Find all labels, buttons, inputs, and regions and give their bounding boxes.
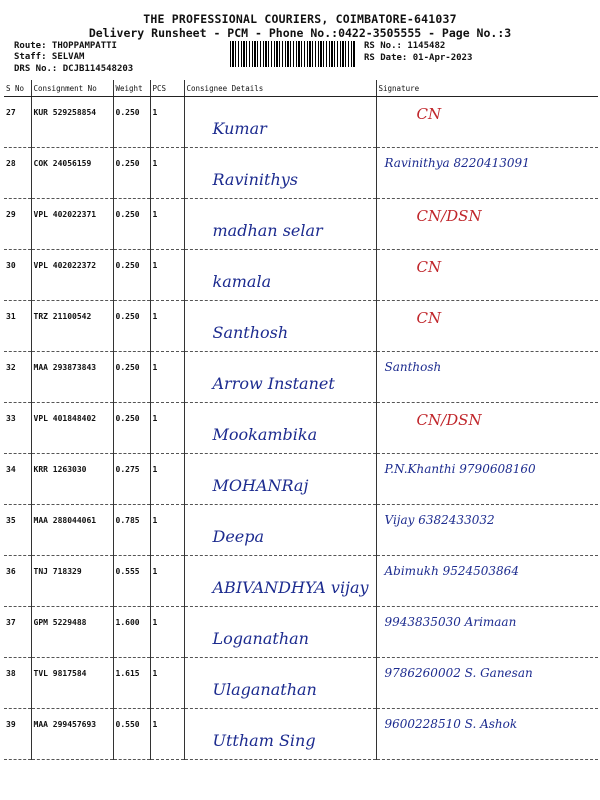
- signature-text: CN: [416, 258, 442, 276]
- row-consignment: MAA 288044061: [31, 505, 113, 556]
- row-weight: 0.250: [113, 148, 150, 199]
- row-weight: 1.600: [113, 607, 150, 658]
- row-pcs: 1: [150, 250, 184, 301]
- consignee-name: MOHANRaj: [212, 476, 309, 495]
- signature-cell: [376, 250, 598, 301]
- row-consignment: COK 24056159: [31, 148, 113, 199]
- row-pcs: 1: [150, 556, 184, 607]
- consignee-cell: [184, 658, 376, 709]
- signature-cell: [376, 148, 598, 199]
- row-sno: 29: [4, 199, 31, 250]
- table-row: [4, 709, 598, 760]
- row-consignment: KRR 1263030: [31, 454, 113, 505]
- signature-text: CN: [416, 309, 442, 327]
- row-consignment: MAA 299457693: [31, 709, 113, 760]
- row-consignment: VPL 401848402: [31, 403, 113, 454]
- consignee-cell: [184, 709, 376, 760]
- consignee-name: Kumar: [212, 119, 267, 138]
- consignee-cell: [184, 403, 376, 454]
- table-row: [4, 403, 598, 454]
- row-weight: 0.550: [113, 709, 150, 760]
- signature-text: Ravinithya 8220413091: [384, 156, 530, 170]
- signature-cell: [376, 454, 598, 505]
- rs-number: RS No.: 1145482: [364, 41, 446, 51]
- row-consignment: MAA 293873843: [31, 352, 113, 403]
- consignee-name: madhan selar: [212, 221, 323, 240]
- row-consignment: GPM 5229488: [31, 607, 113, 658]
- row-pcs: 1: [150, 454, 184, 505]
- table-row: [4, 556, 598, 607]
- table-row: [4, 97, 598, 148]
- table-row: [4, 250, 598, 301]
- signature-text: 9943835030 Arimaan: [384, 615, 517, 629]
- row-sno: 30: [4, 250, 31, 301]
- signature-cell: [376, 709, 598, 760]
- signature-cell: [376, 403, 598, 454]
- consignee-name: Mookambika: [212, 425, 318, 444]
- col-consignment: Consignment No: [31, 80, 113, 97]
- row-sno: 33: [4, 403, 31, 454]
- col-signature: Signature: [376, 80, 598, 97]
- signature-text: Santhosh: [384, 360, 442, 374]
- row-pcs: 1: [150, 658, 184, 709]
- signature-text: CN/DSN: [416, 411, 482, 429]
- consignee-cell: [184, 454, 376, 505]
- signature-text: 9786260002 S. Ganesan: [384, 666, 533, 680]
- consignee-name: kamala: [212, 272, 272, 291]
- staff-label: Staff: SELVAM: [14, 52, 85, 62]
- col-weight: Weight: [113, 80, 150, 97]
- row-consignment: VPL 402022372: [31, 250, 113, 301]
- table-header-row: [4, 80, 598, 97]
- drs-number: DRS No.: DCJB114548203: [14, 64, 134, 74]
- signature-cell: [376, 352, 598, 403]
- row-weight: 0.250: [113, 199, 150, 250]
- row-weight: 0.555: [113, 556, 150, 607]
- row-pcs: 1: [150, 505, 184, 556]
- row-pcs: 1: [150, 301, 184, 352]
- table-row: [4, 607, 598, 658]
- table-row: [4, 658, 598, 709]
- row-weight: 0.275: [113, 454, 150, 505]
- table-row: [4, 148, 598, 199]
- row-consignment: VPL 402022371: [31, 199, 113, 250]
- consignee-cell: [184, 607, 376, 658]
- row-weight: 0.250: [113, 403, 150, 454]
- row-weight: 0.785: [113, 505, 150, 556]
- table-row: [4, 454, 598, 505]
- route-label: Route: THOPPAMPATTI: [14, 41, 117, 51]
- col-sno: S No: [4, 80, 31, 97]
- row-pcs: 1: [150, 148, 184, 199]
- row-sno: 31: [4, 301, 31, 352]
- consignee-name: Ulaganathan: [212, 680, 317, 699]
- table-row: [4, 199, 598, 250]
- row-sno: 32: [4, 352, 31, 403]
- row-sno: 36: [4, 556, 31, 607]
- table-row: [4, 301, 598, 352]
- signature-text: CN: [416, 105, 442, 123]
- signature-cell: [376, 97, 598, 148]
- consignee-name: ABIVANDHYA vijay: [212, 578, 369, 597]
- consignee-cell: [184, 301, 376, 352]
- barcode: [230, 41, 356, 67]
- consignee-cell: [184, 148, 376, 199]
- signature-cell: [376, 199, 598, 250]
- col-consignee: Consignee Details: [184, 80, 376, 97]
- row-pcs: 1: [150, 199, 184, 250]
- row-sno: 27: [4, 97, 31, 148]
- page-subtitle: Delivery Runsheet - PCM - Phone No.:0422-3505555 - Page No.:3: [88, 26, 512, 40]
- row-pcs: 1: [150, 607, 184, 658]
- row-consignment: KUR 529258854: [31, 97, 113, 148]
- consignee-cell: [184, 556, 376, 607]
- signature-text: 9600228510 S. Ashok: [384, 717, 518, 731]
- row-weight: 1.615: [113, 658, 150, 709]
- runsheet-table: [4, 80, 598, 760]
- signature-text: P.N.Khanthi 9790608160: [384, 462, 536, 476]
- consignee-cell: [184, 97, 376, 148]
- row-pcs: 1: [150, 403, 184, 454]
- signature-cell: [376, 505, 598, 556]
- signature-text: Abimukh 9524503864: [384, 564, 519, 578]
- consignee-name: Deepa: [212, 527, 265, 546]
- row-consignment: TVL 9817584: [31, 658, 113, 709]
- row-sno: 37: [4, 607, 31, 658]
- col-pcs: PCS: [150, 80, 184, 97]
- row-sno: 39: [4, 709, 31, 760]
- row-pcs: 1: [150, 352, 184, 403]
- consignee-cell: [184, 199, 376, 250]
- consignee-name: Ravinithys: [212, 170, 299, 189]
- signature-cell: [376, 301, 598, 352]
- rs-date: RS Date: 01-Apr-2023: [364, 53, 473, 63]
- signature-text: CN/DSN: [416, 207, 482, 225]
- row-consignment: TRZ 21100542: [31, 301, 113, 352]
- row-sno: 28: [4, 148, 31, 199]
- row-weight: 0.250: [113, 352, 150, 403]
- consignee-cell: [184, 250, 376, 301]
- row-weight: 0.250: [113, 97, 150, 148]
- row-sno: 38: [4, 658, 31, 709]
- row-pcs: 1: [150, 709, 184, 760]
- consignee-name: Santhosh: [212, 323, 289, 342]
- signature-text: Vijay 6382433032: [384, 513, 495, 527]
- row-sno: 35: [4, 505, 31, 556]
- consignee-cell: [184, 505, 376, 556]
- table-row: [4, 352, 598, 403]
- row-consignment: TNJ 718329: [31, 556, 113, 607]
- row-weight: 0.250: [113, 250, 150, 301]
- page-title: THE PROFESSIONAL COURIERS, COIMBATORE-641037: [143, 12, 457, 26]
- consignee-name: Loganathan: [212, 629, 309, 648]
- row-weight: 0.250: [113, 301, 150, 352]
- row-sno: 34: [4, 454, 31, 505]
- consignee-name: Uttham Sing: [212, 731, 316, 750]
- row-pcs: 1: [150, 97, 184, 148]
- signature-cell: [376, 556, 598, 607]
- consignee-name: Arrow Instanet: [212, 374, 335, 393]
- table-row: [4, 505, 598, 556]
- signature-cell: [376, 658, 598, 709]
- signature-cell: [376, 607, 598, 658]
- consignee-cell: [184, 352, 376, 403]
